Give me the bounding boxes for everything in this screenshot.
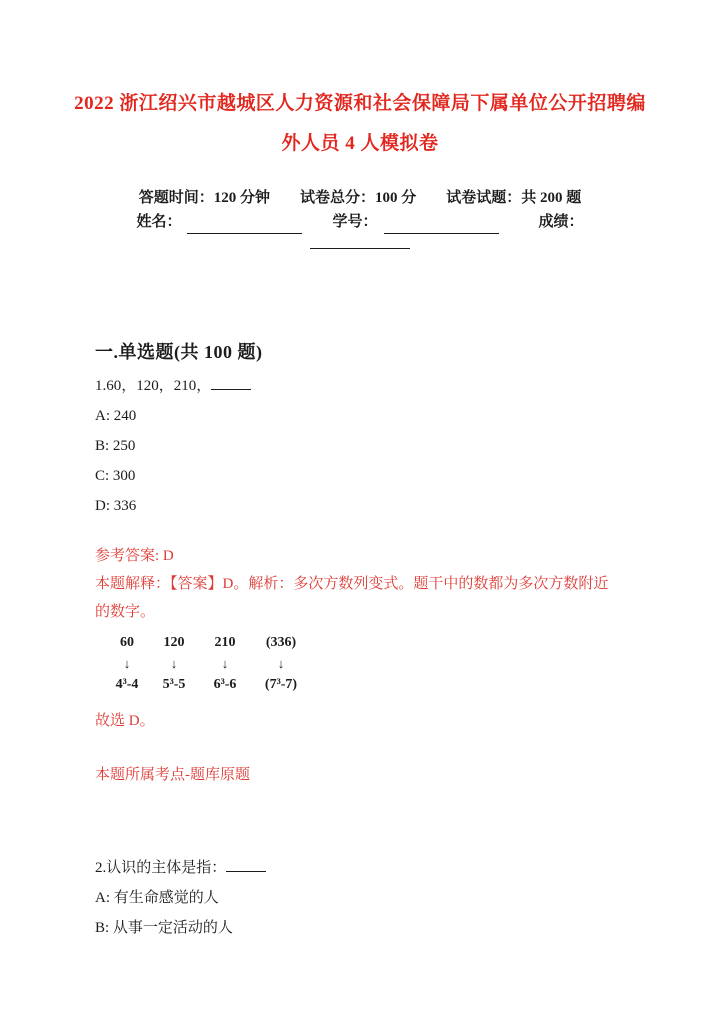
down-arrow-icon: ↓ xyxy=(170,656,178,671)
explanation-line-1: 本题解释：【答案】D。解析：多次方数列变式。题干中的数都为多次方数附近 xyxy=(95,576,609,592)
diagram-column-2 xyxy=(150,632,198,695)
diagram-formula: 5³-5 xyxy=(162,677,186,692)
diagram-value: 210 xyxy=(214,635,236,650)
meta-info-row xyxy=(0,186,720,210)
diagram-value: (336) xyxy=(265,635,297,650)
meta-question-count: 试卷试题：共 200 题 xyxy=(446,190,582,206)
question-1-option-b: B: 250 xyxy=(95,438,136,454)
score-label: 成绩： xyxy=(538,214,584,230)
diagram-column-4 xyxy=(252,632,310,695)
name-label: 姓名： xyxy=(136,214,182,230)
explanation-line-2: 的数字。 xyxy=(95,604,156,620)
score-blank xyxy=(310,234,410,249)
question-1-blank xyxy=(211,377,251,390)
question-1-option-c: C: 300 xyxy=(95,468,136,484)
question-2-text: 2.认识的主体是指： xyxy=(95,860,227,876)
question-2-option-b: B: 从事一定活动的人 xyxy=(95,920,233,936)
meta-fields-row xyxy=(0,210,720,234)
score-blank-row xyxy=(0,234,720,249)
sequence-diagram xyxy=(107,632,625,695)
reference-answer: 参考答案: D xyxy=(95,548,174,564)
meta-total-score: 试卷总分：100 分 xyxy=(299,190,417,206)
down-arrow-icon: ↓ xyxy=(221,656,229,671)
diagram-formula: 4³-4 xyxy=(115,677,139,692)
student-id-label: 学号： xyxy=(332,214,378,230)
down-arrow-icon: ↓ xyxy=(277,656,285,671)
diagram-column-3 xyxy=(201,632,249,695)
section-heading: 一.单选题(共 100 题) xyxy=(95,342,263,362)
conclusion: 故选 D。 xyxy=(95,713,155,729)
question-2 xyxy=(95,853,625,883)
diagram-formula: (7³-7) xyxy=(264,677,298,692)
exam-meta xyxy=(0,186,720,249)
question-1-option-a: A: 240 xyxy=(95,408,137,424)
question-2-blank xyxy=(226,859,266,872)
diagram-formula: 6³-6 xyxy=(213,677,237,692)
question-1 xyxy=(95,371,625,401)
title-line-2: 外人员 4 人模拟卷 xyxy=(281,133,439,154)
diagram-column-1 xyxy=(107,632,147,695)
diagram-value: 60 xyxy=(120,635,134,650)
page-title xyxy=(0,0,720,164)
question-1-option-d: D: 336 xyxy=(95,498,137,514)
meta-time: 答题时间：120 分钟 xyxy=(138,190,270,206)
diagram-value: 120 xyxy=(163,635,185,650)
down-arrow-icon: ↓ xyxy=(123,656,131,671)
question-2-option-a: A: 有生命感觉的人 xyxy=(95,890,219,906)
name-blank xyxy=(187,219,302,234)
title-line-1: 2022 浙江绍兴市越城区人力资源和社会保障局下属单位公开招聘编 xyxy=(74,93,646,114)
student-id-blank xyxy=(384,219,499,234)
question-1-text: 1.60，120，210， xyxy=(95,378,212,394)
question-source: 本题所属考点-题库原题 xyxy=(95,767,250,783)
exam-content xyxy=(95,337,625,943)
